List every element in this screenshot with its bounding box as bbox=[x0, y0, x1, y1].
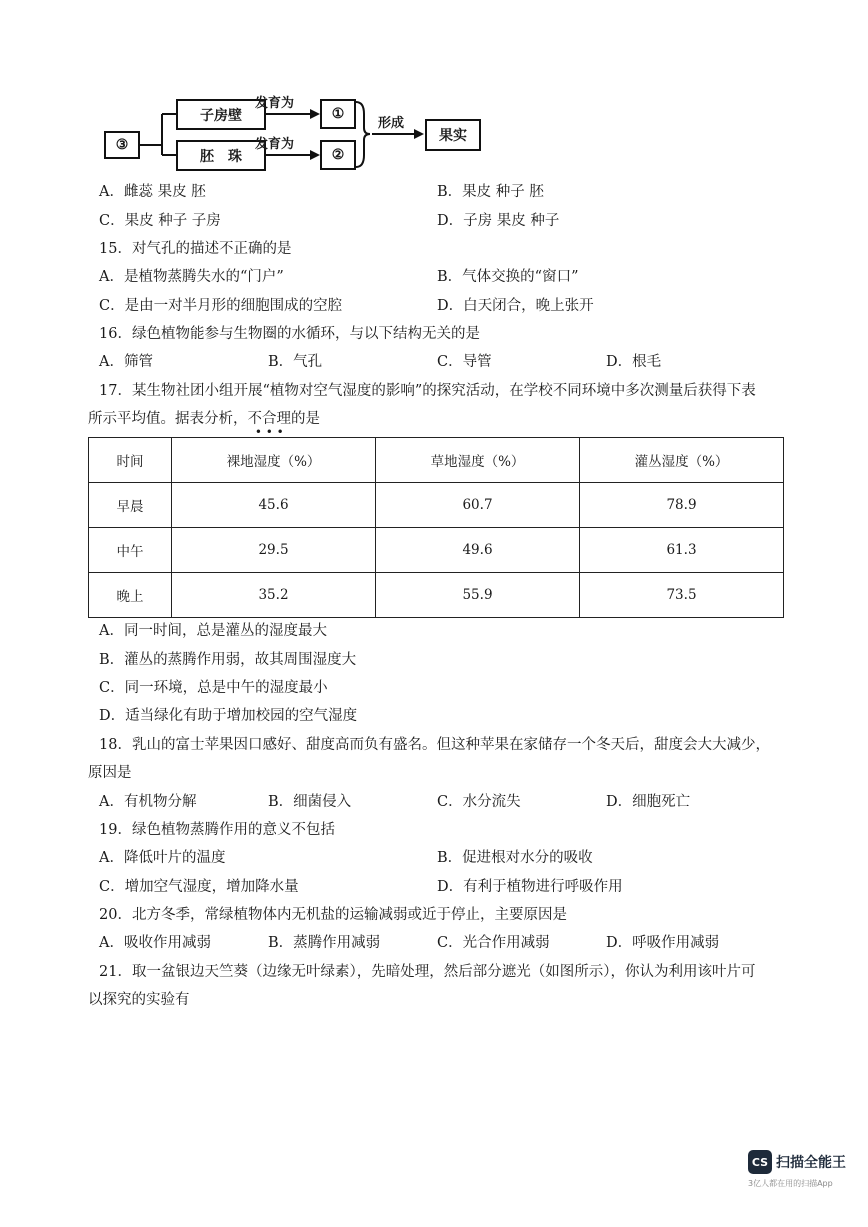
q20-stem: 20．北方冬季，常绿植物体内无机盐的运输减弱或近于停止，主要原因是 bbox=[99, 907, 567, 923]
diagram-ovary-wall-label: 子房壁 bbox=[200, 107, 242, 124]
humidity-table bbox=[88, 437, 784, 618]
q18-stem-line2: 原因是 bbox=[88, 765, 132, 781]
table-row bbox=[89, 573, 784, 618]
table-row bbox=[89, 483, 784, 528]
q17-stem-line1: 17．某生物社团小组开展“植物对空气湿度的影响”的探究活动，在学校不同环境中多次测量后获得下表 bbox=[99, 383, 756, 399]
q15-option-b: B．气体交换的“窗口” bbox=[437, 269, 579, 285]
q19-stem: 19．绿色植物蒸腾作用的意义不包括 bbox=[99, 822, 335, 838]
diagram-form-label: 形成 bbox=[378, 116, 405, 131]
q14-option-d: D．子房 果皮 种子 bbox=[437, 213, 560, 229]
diagram-fruit-box bbox=[425, 119, 481, 151]
q18-option-d: D．细胞死亡 bbox=[606, 794, 691, 810]
diagram-output-1-box bbox=[320, 99, 356, 129]
table-cell: 晚上 bbox=[89, 573, 172, 618]
q17-option-a: A．同一时间，总是灌丛的湿度最大 bbox=[99, 623, 327, 639]
diagram-ovule-box bbox=[176, 140, 266, 171]
q21-stem-line1: 21．取一盆银边天竺葵（边缘无叶绿素），先暗处理，然后部分遮光（如图所示），你认为利用该叶片可 bbox=[99, 964, 756, 980]
q17-emphasis-dots: • • • bbox=[254, 425, 284, 439]
q15-option-a: A．是植物蒸腾失水的“门户” bbox=[99, 269, 284, 285]
table-cell: 早晨 bbox=[89, 483, 172, 528]
table-cell: 60.7 bbox=[376, 483, 580, 528]
q17-emphasis-text: 不合理 bbox=[247, 411, 291, 427]
table-cell: 78.9 bbox=[580, 483, 784, 528]
q18-stem-line1: 18．乳山的富士苹果因口感好、甜度高而负有盛名。但这种苹果在家储存一个冬天后，甜度会大大减少， bbox=[99, 737, 770, 753]
table-header-row bbox=[89, 438, 784, 483]
q17-stem-line2 bbox=[88, 409, 320, 439]
q18-option-a: A．有机物分解 bbox=[99, 794, 197, 810]
table-row bbox=[89, 528, 784, 573]
diagram-connectors bbox=[0, 0, 868, 200]
table-cell: 49.6 bbox=[376, 528, 580, 573]
q20-option-b: B．蒸腾作用减弱 bbox=[268, 935, 381, 951]
q20-option-a: A．吸收作用减弱 bbox=[99, 935, 211, 951]
diagram-develop-label-1: 发育为 bbox=[255, 96, 295, 111]
diagram-start-label: ③ bbox=[115, 137, 129, 153]
q15-option-d: D．白天闭合，晚上张开 bbox=[437, 298, 594, 314]
table-header-cell: 灌丛湿度（%） bbox=[580, 438, 784, 483]
table-cell: 73.5 bbox=[580, 573, 784, 618]
q18-option-b: B．细菌侵入 bbox=[268, 794, 352, 810]
q14-option-a: A．雌蕊 果皮 胚 bbox=[99, 184, 206, 200]
diagram-fruit-label: 果实 bbox=[439, 128, 467, 144]
q19-option-d: D．有利于植物进行呼吸作用 bbox=[437, 879, 623, 895]
q20-option-d: D．呼吸作用减弱 bbox=[606, 935, 720, 951]
q16-option-a: A．筛管 bbox=[99, 354, 153, 370]
q19-option-a: A．降低叶片的温度 bbox=[99, 850, 226, 866]
diagram-develop-label-2: 发育为 bbox=[255, 137, 295, 152]
q16-option-b: B．气孔 bbox=[268, 354, 323, 370]
q19-option-b: B．促进根对水分的吸收 bbox=[437, 850, 593, 866]
q17-option-d: D．适当绿化有助于增加校园的空气湿度 bbox=[99, 708, 358, 724]
q15-option-c: C．是由一对半月形的细胞围成的空腔 bbox=[99, 298, 343, 314]
q16-option-c: C．导管 bbox=[437, 354, 492, 370]
q17-option-b: B．灌丛的蒸腾作用弱，故其周围湿度大 bbox=[99, 652, 357, 668]
q15-stem: 15．对气孔的描述不正确的是 bbox=[99, 241, 292, 257]
diagram-output-2-label: ② bbox=[331, 147, 345, 163]
q18-option-c: C．水分流失 bbox=[437, 794, 521, 810]
q21-stem-line2: 以探究的实验有 bbox=[88, 992, 190, 1008]
table-header-cell: 时间 bbox=[89, 438, 172, 483]
table-cell: 35.2 bbox=[172, 573, 376, 618]
q17-emphasis bbox=[247, 411, 292, 439]
q17-stem-line2-post: 的是 bbox=[291, 411, 320, 427]
diagram-ovary-wall-box bbox=[176, 99, 266, 130]
table-cell: 中午 bbox=[89, 528, 172, 573]
scanner-tagline: 3亿人都在用的扫描App bbox=[748, 1179, 833, 1188]
table-cell: 61.3 bbox=[580, 528, 784, 573]
scanner-logo-icon bbox=[748, 1150, 772, 1174]
table-cell: 55.9 bbox=[376, 573, 580, 618]
scanner-brand-name: 扫描全能王 bbox=[776, 1155, 846, 1171]
diagram-output-2-box bbox=[320, 140, 356, 170]
q16-option-d: D．根毛 bbox=[606, 354, 662, 370]
table-cell: 45.6 bbox=[172, 483, 376, 528]
q17-option-c: C．同一环境，总是中午的湿度最小 bbox=[99, 680, 328, 696]
q17-stem-line2-pre: 所示平均值。据表分析， bbox=[88, 411, 248, 427]
diagram-output-1-label: ① bbox=[331, 106, 345, 122]
q14-option-b: B．果皮 种子 胚 bbox=[437, 184, 544, 200]
table-header-cell: 草地湿度（%） bbox=[376, 438, 580, 483]
q16-stem: 16．绿色植物能参与生物圈的水循环，与以下结构无关的是 bbox=[99, 326, 480, 342]
scanner-logo-text: CS bbox=[751, 1155, 769, 1169]
table-cell: 29.5 bbox=[172, 528, 376, 573]
q20-option-c: C．光合作用减弱 bbox=[437, 935, 550, 951]
q19-option-c: C．增加空气湿度，增加降水量 bbox=[99, 879, 299, 895]
q14-option-c: C．果皮 种子 子房 bbox=[99, 213, 221, 229]
diagram-ovule-label: 胚 珠 bbox=[200, 148, 242, 165]
table-header-cell: 裸地湿度（%） bbox=[172, 438, 376, 483]
